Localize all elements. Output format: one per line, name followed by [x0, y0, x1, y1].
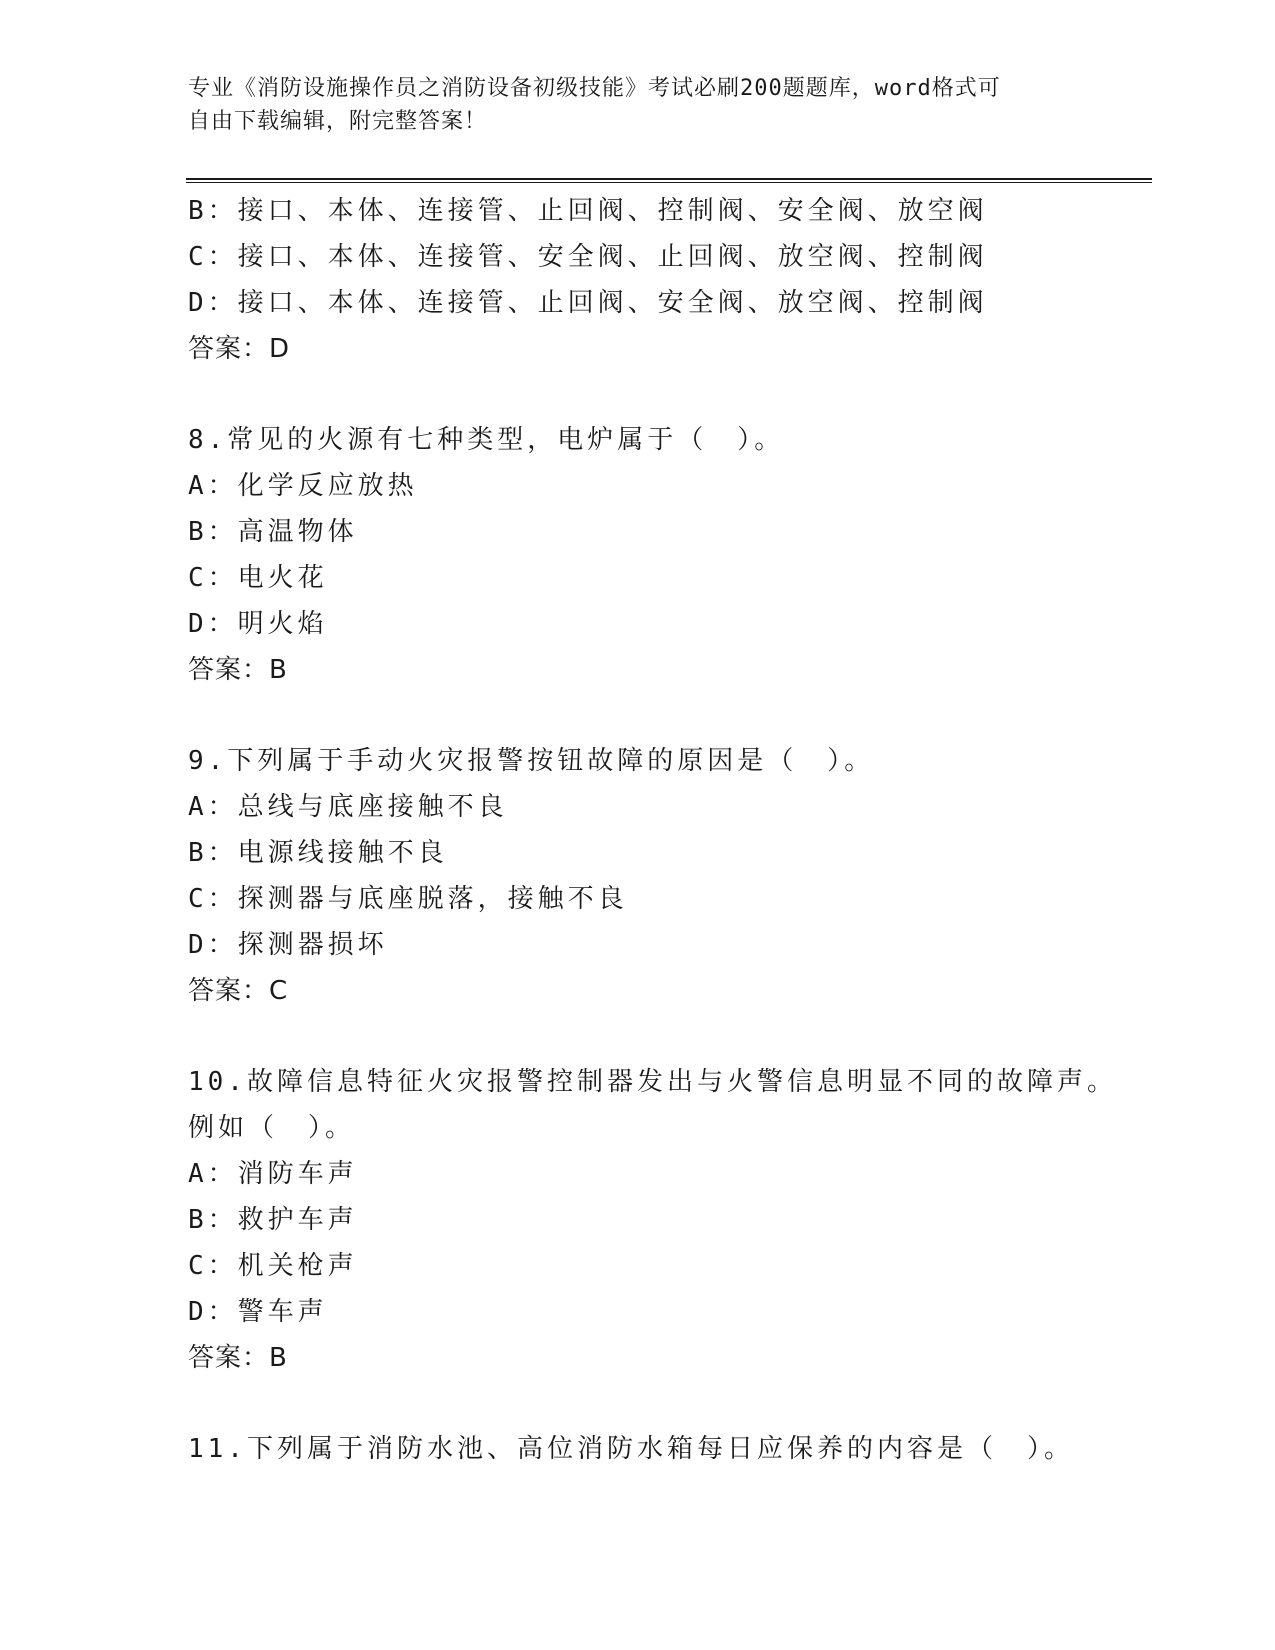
answer: 答案：B [188, 1343, 288, 1373]
question-text: 9.下列属于手动火灾报警按钮故障的原因是（ ）。 [188, 746, 875, 776]
document-body [188, 188, 1117, 1472]
option-c: C：接口、本体、连接管、安全阀、止回阀、放空阀、控制阀 [188, 242, 988, 272]
option-c: C：探测器与底座脱落，接触不良 [188, 884, 628, 914]
option-d: D：探测器损坏 [188, 930, 388, 960]
question-8 [188, 417, 1088, 693]
option-d: D：警车声 [188, 1297, 328, 1327]
option-a: A：总线与底座接触不良 [188, 792, 508, 822]
question-text: 8.常见的火源有七种类型，电炉属于（ ）。 [188, 425, 785, 455]
option-d: D：接口、本体、连接管、止回阀、安全阀、放空阀、控制阀 [188, 288, 988, 318]
option-c: C：机关枪声 [188, 1251, 358, 1281]
question-10 [188, 1059, 1117, 1381]
option-b: B：救护车声 [188, 1205, 358, 1235]
header-line-2: 自由下载编辑，附完整答案！ [188, 109, 488, 134]
answer: 答案：C [188, 976, 289, 1006]
answer: 答案：D [188, 334, 291, 364]
question-11 [188, 1426, 1088, 1472]
question-text: 11.下列属于消防水池、高位消防水箱每日应保养的内容是（ ）。 [188, 1434, 1074, 1464]
option-b: B：高温物体 [188, 517, 358, 547]
option-b: B：电源线接触不良 [188, 838, 448, 868]
question-9 [188, 738, 1088, 1014]
option-c: C：电火花 [188, 563, 328, 593]
option-a: A：化学反应放热 [188, 471, 418, 501]
question-text-line-2: 例如（ ）。 [188, 1113, 356, 1143]
question-text-line-1: 10.故障信息特征火灾报警控制器发出与火警信息明显不同的故障声。 [188, 1067, 1117, 1097]
spacer [188, 1381, 1088, 1426]
spacer [188, 1014, 1088, 1059]
document-header [188, 72, 1088, 138]
option-d: D：明火焰 [188, 609, 328, 639]
spacer [188, 372, 1088, 417]
option-b: B：接口、本体、连接管、止回阀、控制阀、安全阀、放空阀 [188, 196, 988, 226]
option-a: A：消防车声 [188, 1159, 358, 1189]
question-7 [188, 188, 1088, 372]
answer: 答案：B [188, 655, 288, 685]
header-divider [186, 178, 1152, 183]
spacer [188, 693, 1088, 738]
header-line-1: 专业《消防设施操作员之消防设备初级技能》考试必刷200题题库，word格式可 [188, 76, 1001, 101]
